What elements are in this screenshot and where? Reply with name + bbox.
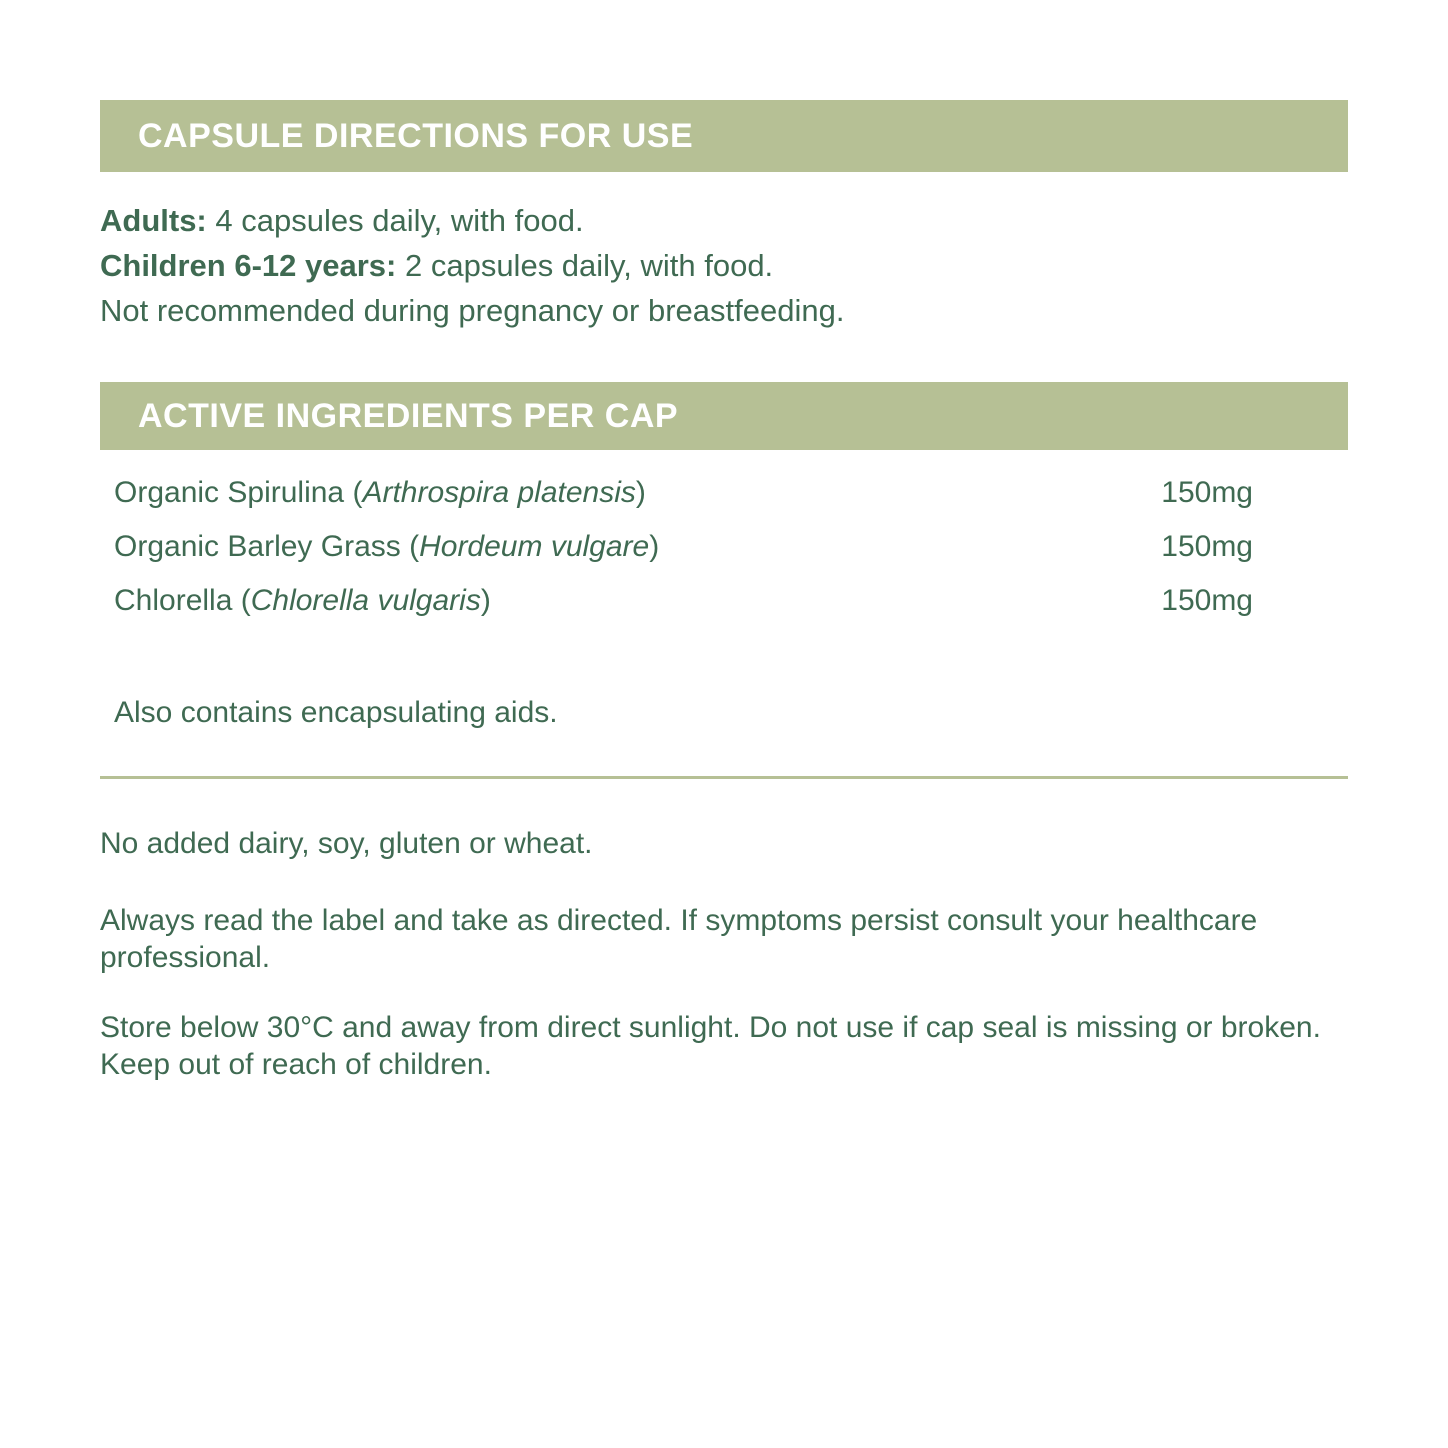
ingredient-name-common: Organic Spirulina ( (114, 476, 363, 509)
encapsulating-aids-note: Also contains encapsulating aids. (114, 696, 558, 729)
section-divider (100, 776, 1348, 779)
label-content (0, 100, 1448, 1083)
directions-line-adults (100, 198, 1348, 243)
ingredient-name-close: ) (635, 476, 646, 509)
directions-section-header (100, 100, 1348, 172)
ingredients-section-header (100, 382, 1348, 450)
ingredient-name-common: Organic Barley Grass ( (114, 530, 420, 563)
directions-line-pregnancy (100, 288, 1348, 333)
directions-line-text: 4 capsules daily, with food. (215, 203, 584, 238)
directions-text (100, 198, 1348, 333)
ingredient-name (114, 584, 491, 618)
ingredients-table (100, 466, 1348, 628)
ingredient-row-spirulina (100, 466, 1348, 520)
directions-line-text: 2 capsules daily, with food. (404, 248, 774, 283)
ingredients-header-title: ACTIVE INGREDIENTS PER CAP (138, 396, 679, 435)
storage-note: Store below 30°C and away from direct sunlight. Do not use if cap seal is missing or broken. Keep out of reach of children. (100, 1011, 1321, 1081)
ingredient-name-close: ) (480, 584, 491, 617)
ingredient-name-close: ) (649, 530, 660, 563)
directions-line-text: Not recommended during pregnancy or breastfeeding. (100, 293, 845, 328)
ingredient-row-chlorella (100, 574, 1348, 628)
ingredient-amount: 150mg (1161, 584, 1253, 617)
label-warning: Always read the label and take as directed. If symptoms persist consult your healthcare professional. (100, 904, 1258, 974)
ingredient-amount: 150mg (1161, 530, 1253, 563)
directions-line-label: Adults: (100, 203, 207, 238)
ingredient-name-common: Chlorella ( (114, 584, 251, 617)
ingredient-row-barley-grass (100, 520, 1348, 574)
allergen-note: No added dairy, soy, gluten or wheat. (100, 827, 593, 860)
ingredient-name (114, 476, 646, 510)
ingredient-latin-name: Chlorella vulgaris (250, 584, 481, 617)
directions-header-title: CAPSULE DIRECTIONS FOR USE (138, 116, 694, 155)
ingredient-amount: 150mg (1161, 476, 1253, 509)
ingredient-name (114, 530, 659, 564)
ingredient-latin-name: Hordeum vulgare (419, 530, 650, 563)
directions-line-children (100, 243, 1348, 288)
ingredient-latin-name: Arthrospira platensis (362, 476, 636, 509)
directions-line-label: Children 6-12 years: (100, 248, 397, 283)
